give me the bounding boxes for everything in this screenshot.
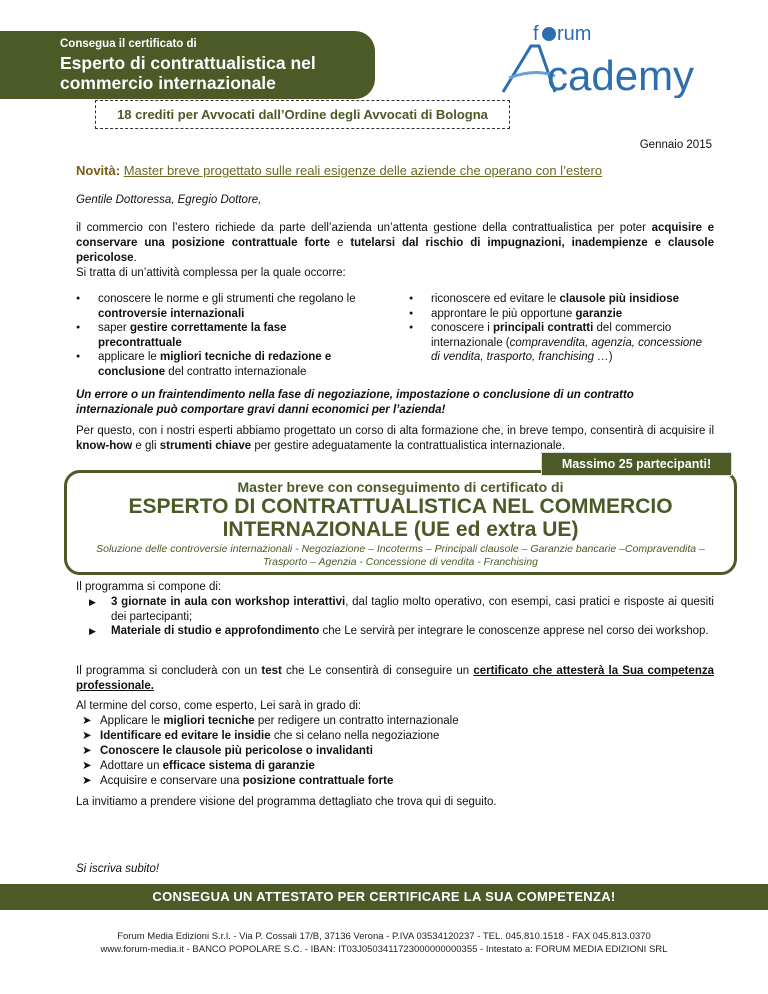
greeting: Gentile Dottoressa, Egregio Dottore, bbox=[76, 194, 262, 206]
svg-text:rum: rum bbox=[557, 23, 592, 45]
svg-text:f: f bbox=[533, 23, 539, 45]
footer-address: Forum Media Edizioni S.r.l. - Via P. Cossali 17/B, 37136 Verona - P.IVA 03534120237 - TEL. 045.810.1518 - FAX 045.813.0370 www.forum-media.it - BANCO POPOLARE S.C. - IBAN: IT03J0503411723000000000355 - Intestato a: FORUM MEDIA EDIZIONI SRL bbox=[100, 931, 668, 955]
header-title: Esperto di contrattualistica nel commercio internazionale bbox=[60, 53, 316, 93]
chevron-icon: ➤ bbox=[82, 730, 92, 742]
chevron-icon: ➤ bbox=[82, 745, 92, 757]
arrow-icon: ▶ bbox=[89, 597, 96, 607]
intro-paragraph: il commercio con l’estero richiede da parte dell’azienda un’attenta gestione della contrattualistica per poter acquisire e conservare una posizione contrattuale forte e tutelarsi dal rischio di impugnazioni, inadempienze e clausole pericolose. Si tratta di un’attività complessa per la quale occorre: bbox=[76, 222, 714, 279]
footer-bar: CONSEGUA UN ATTESTATO PER CERTIFICARE LA SUA COMPETENZA! bbox=[0, 884, 768, 910]
programma-intro: Il programma si compone di: bbox=[76, 581, 222, 593]
bullets-left bbox=[76, 292, 358, 379]
forum-academy-logo bbox=[495, 18, 745, 98]
master-topics: Soluzione delle controversie internazionali - Negoziazione – Incoterms – Principali clausole – Garanzie bancarie –Compravendita – Trasporto – Agenzia - Concessione di vendita - Franchising bbox=[96, 543, 705, 568]
list-item: ➤ Conoscere le clausole più pericolose o invalidanti bbox=[82, 745, 373, 757]
list-item: ➤ Adottare un efficace sistema di garanzie bbox=[82, 760, 315, 772]
list-item: ➤ Applicare le migliori tecniche per redigere un contratto internazionale bbox=[82, 715, 459, 727]
master-box bbox=[64, 470, 737, 575]
letter-date: Gennaio 2015 bbox=[639, 139, 712, 151]
bullets-right bbox=[409, 292, 714, 365]
invito-text: La invitiamo a prendere visione del programma dettagliato che trova qui di seguito. bbox=[76, 796, 497, 808]
credits-badge: 18 crediti per Avvocati dall’Ordine degli Avvocati di Bologna bbox=[95, 100, 510, 129]
chevron-icon: ➤ bbox=[82, 760, 92, 772]
header-banner bbox=[0, 31, 375, 99]
per-questo-paragraph: Per questo, con i nostri esperti abbiamo progettato un corso di alta formazione che, in breve tempo, consentirà di acquisire il know-how e gli strumenti chiave per gestire adeguatamente la contrattualistica internazionale. bbox=[76, 425, 714, 452]
list-item: ● conoscere le norme e gli strumenti che regolano le controversie internazionali bbox=[76, 292, 358, 321]
list-item: ▶ 3 giornate in aula con workshop interattivi, dal taglio molto operativo, con esempi, casi pratici e risposte ai quesiti dei partecipanti; bbox=[89, 596, 714, 623]
chevron-icon: ➤ bbox=[82, 775, 92, 787]
list-item: ● saper gestire correttamente la fase precontrattuale bbox=[76, 321, 358, 350]
logo-text: cademy bbox=[547, 52, 695, 98]
list-item: ● conoscere i principali contratti del commercio internazionale (compravendita, agenzia, concessione di vendita, trasporto, franchising …) bbox=[409, 321, 714, 365]
arrow-icon: ▶ bbox=[89, 626, 96, 636]
warning-text: Un errore o un fraintendimento nella fase di negoziazione, impostazione o conclusione di un contratto internazionale può comportare gravi danni economici per l’azienda! bbox=[76, 389, 634, 416]
list-item: ▶ Materiale di studio e approfondimento che Le servirà per integrare le conoscenze apprese nel corso dei workshop. bbox=[89, 625, 709, 637]
header-kicker: Consegua il certificato di bbox=[60, 38, 197, 50]
conclusione-paragraph: Il programma si concluderà con un test che Le consentirà di conseguire un certificato che attesterà la Sua competenza professionale. bbox=[76, 665, 714, 692]
iscriva-text: Si iscriva subito! bbox=[76, 863, 160, 875]
novita-heading: Novità: Master breve progettato sulle reali esigenze delle aziende che operano con l’estero bbox=[76, 163, 603, 178]
termine-section: Al termine del corso, come esperto, Lei sarà in grado di: ➤ Applicare le migliori tecniche per redigere un contratto internazionale ➤ Identificare ed evitare le insidie che si celano nella negoziazione ➤ Conoscere le clausole più pericolose o invalidanti ➤ Adottare un efficace sistema di garanzie ➤ Acquisire e conservare una posizione contrattuale forte bbox=[76, 699, 714, 789]
list-item: ● applicare le migliori tecniche di redazione e conclusione del contratto internazionale bbox=[76, 350, 358, 379]
list-item: ● approntare le più opportune garanzie bbox=[409, 307, 714, 322]
programma-section bbox=[76, 580, 714, 639]
list-item: ➤ Identificare ed evitare le insidie che si celano nella negoziazione bbox=[82, 730, 440, 742]
list-item: ● riconoscere ed evitare le clausole più insidiose bbox=[409, 292, 714, 307]
list-item: ➤ Acquisire e conservare una posizione contrattuale forte bbox=[82, 775, 394, 787]
max-participants-badge: Massimo 25 partecipanti! bbox=[541, 452, 732, 476]
master-title: ESPERTO DI CONTRATTUALISTICA NEL COMMERCIO INTERNAZIONALE (UE ed extra UE) bbox=[128, 495, 673, 541]
chevron-icon: ➤ bbox=[82, 715, 92, 727]
master-subtitle: Master breve con conseguimento di certificato di bbox=[237, 479, 564, 495]
